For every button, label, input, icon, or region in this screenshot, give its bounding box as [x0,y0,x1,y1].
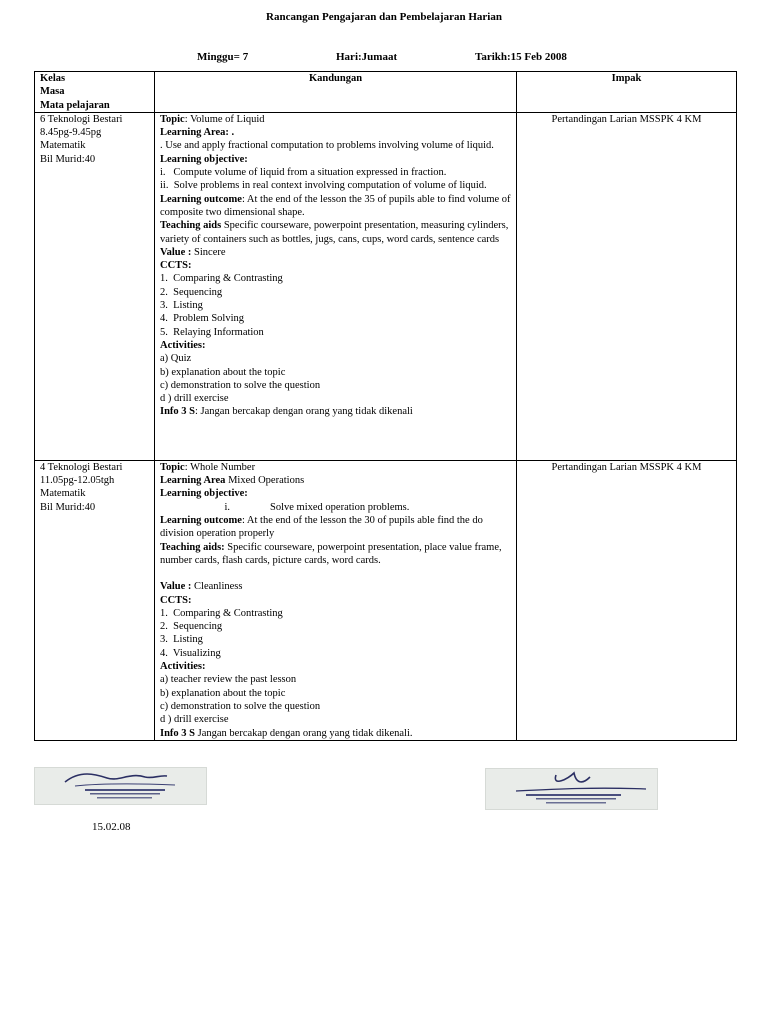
outcome-label: Learning outcome [160,515,242,527]
learning-area-label: Learning Area: . [160,127,235,139]
learning-area-label: Learning Area [160,475,226,487]
aids-label: Teaching aids [160,220,222,232]
activity-item: b) explanation about the topic [160,366,286,378]
ccts-label: CCTS: [160,594,192,606]
activities-label: Activities: [160,661,206,673]
class-info-cell [35,112,155,460]
activity-item: c) demonstration to solve the question [160,379,321,391]
aids-line [160,219,511,246]
activity-item: c) demonstration to solve the question [160,700,321,712]
document-title: Rancangan Pengajaran dan Pembelajaran Harian [266,11,502,23]
header-kelas [35,72,155,113]
class-time: 11.05pg-12.05tgh [40,475,115,487]
signature-date: 15.02.08 [92,821,131,833]
value-label: Value : [160,246,192,258]
objective-label: Learning objective: [160,488,248,500]
topic-value: : Whole Number [184,461,256,473]
class-time: 8.45pg-9.45pg [40,127,102,139]
learning-area-value: Mixed Operations [225,475,305,487]
topic-value: : Volume of Liquid [184,113,265,125]
signature-stamp-left-drawing [35,768,206,804]
topic-line [160,113,511,126]
objective-text: Solve mixed operation problems. [270,501,410,513]
class-pupils: Bil Murid:40 [40,153,96,165]
signature-stamp-left [34,767,207,805]
info-label: Info 3 S [160,406,196,418]
activity-item: d ) drill exercise [160,393,229,405]
outcome-line [160,193,511,220]
value-line [160,580,511,593]
class-subject: Matematik [40,140,86,152]
info-line [160,405,511,418]
value-text: Cleanliness [191,581,243,593]
objective-item [160,501,511,514]
ccts-item: 4. Problem Solving [160,313,245,325]
class-subject: Matematik [40,488,86,500]
ccts-item: 4. Visualizing [160,647,221,659]
ccts-item: 3. Listing [160,634,203,646]
impak-cell: Pertandingan Larian MSSPK 4 KM [517,460,737,740]
outcome-text: : At the end of the lesson the 30 of pupils able find the do division operation properly [160,515,483,540]
activity-item: d ) drill exercise [160,714,229,726]
header-masa-line: Masa [40,86,65,98]
objective-label: Learning objective: [160,153,248,165]
impak-cell: Pertandingan Larian MSSPK 4 KM [517,112,737,460]
aids-line [160,541,511,568]
activities-label: Activities: [160,339,206,351]
topic-line [160,461,511,474]
outcome-line [160,514,511,541]
class-name: 6 Teknologi Bestari [40,113,123,125]
class-info-cell [35,460,155,740]
header-impak: Impak [517,72,737,113]
topic-label: Topic [160,113,185,125]
objective-item: ii. Solve problems in real context involving computation of volume of liquid. [160,180,487,192]
activity-item: a) Quiz [160,353,192,365]
outcome-label: Learning outcome [160,193,242,205]
learning-area-text: . Use and apply fractional computation to problems involving volume of liquid. [160,140,494,152]
header-kandungan: Kandungan [155,72,517,113]
objective-item: i. Compute volume of liquid from a situation expressed in fraction. [160,167,447,179]
day-label: Hari:Jumaat [336,51,398,63]
ccts-item: 2. Sequencing [160,621,223,633]
ccts-item: 2. Sequencing [160,286,223,298]
ccts-item: 5. Relaying Information [160,326,264,338]
spacer [160,567,511,580]
aids-label: Teaching aids: [160,541,225,553]
content-cell [155,460,517,740]
value-text: Sincere [191,246,226,258]
week-label: Minggu= 7 [197,51,249,63]
topic-label: Topic [160,461,185,473]
date-label: Tarikh:15 Feb 2008 [475,51,567,63]
learning-area-line [160,474,511,487]
info-label: Info 3 S [160,727,196,739]
value-line [160,246,511,259]
table-row [35,112,737,460]
activity-item: b) explanation about the topic [160,687,286,699]
objective-number: i. [224,501,230,513]
header-kelas-line: Kelas [40,73,66,84]
table-row [35,460,737,740]
aids-text: Specific courseware, powerpoint presentation, place value frame, number cards, flash cards, picture cards, word cards. [160,541,502,566]
lesson-plan-table [34,71,737,741]
header-subject-line: Mata pelajaran [40,99,110,111]
ccts-item: 1. Comparing & Contrasting [160,273,283,285]
content-cell [155,112,517,460]
ccts-item: 1. Comparing & Contrasting [160,607,283,619]
outcome-text: : At the end of the lesson the 35 of pupils able to find volume of composite two dimensional shape. [160,193,511,218]
value-label: Value : [160,581,192,593]
info-line [160,727,511,740]
info-text: Jangan bercakap dengan orang yang tidak dikenali. [195,727,413,739]
signature-stamp-right [485,768,658,810]
class-pupils: Bil Murid:40 [40,501,96,513]
table-header-row [35,72,737,113]
signature-stamp-right-drawing [486,769,657,809]
aids-text: Specific courseware, powerpoint presentation, measuring cylinders, variety of containers such as bottles, jugs, cans, cups, word cards, sentence cards [160,220,509,245]
activity-item: a) teacher review the past lesson [160,674,297,686]
info-text: : Jangan bercakap dengan orang yang tidak dikenali [195,406,413,418]
ccts-label: CCTS: [160,260,192,272]
class-name: 4 Teknologi Bestari [40,461,123,473]
ccts-item: 3. Listing [160,300,203,312]
